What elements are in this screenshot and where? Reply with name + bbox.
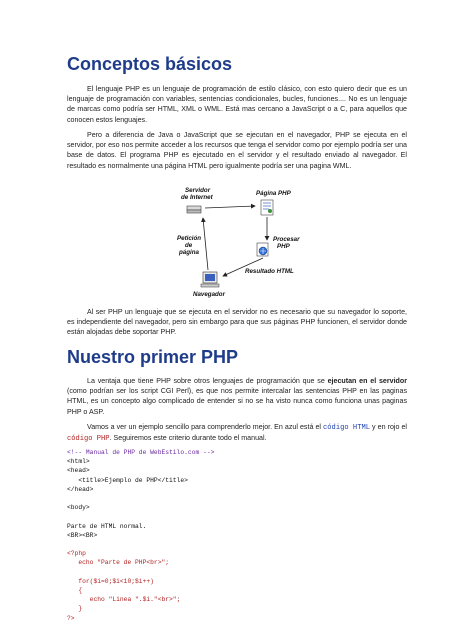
advantage-text-b: (como podrían ser los script CGI Perl), es que nos permite intercalar las sentencias PHP en las paginas HTML, es un concepto algo complicado de entender si no se ha visto nunca como funciona unas paginas PHP o ASP.	[67, 387, 407, 416]
code-block	[67, 448, 214, 623]
php-page-icon	[261, 200, 273, 215]
code-line: <body>	[67, 504, 90, 512]
example-text-a: Vamos a ver un ejemplo sencillo para comprenderlo mejor. En azul está el	[87, 423, 324, 431]
server-label-2: de Internet	[181, 194, 213, 201]
paragraph-browser: Al ser PHP un lenguaje que se ejecuta en el servidor no es necesario que su navegador lo soporte, es independiente del navegador, pero sin embargo para que sus páginas PHP funcionen, el servidor donde están alojadas debe soportar PHP.	[67, 308, 407, 337]
code-php-label: código PHP	[67, 435, 110, 444]
code-line: <?php	[67, 550, 86, 558]
example-text-b: y en rojo el	[369, 423, 408, 431]
request-label-2: de	[185, 242, 193, 249]
process-icon	[257, 243, 268, 256]
advantage-bold: ejecutan en el servidor	[327, 377, 407, 385]
result-label: Resultado HTML	[245, 268, 294, 275]
arrow-server-to-page	[205, 206, 255, 208]
request-label-3: página	[179, 249, 199, 256]
code-line: for($i=0;$i<10;$i++)	[67, 577, 154, 585]
paragraph-server: Pero a diferencia de Java o JavaScript que se ejecutan en el navegador, PHP se ejecuta en el servidor, por eso nos permite acceder a los recursos que tenga el servidor como por ejemplo podría ser una base de datos. El programa PHP es ejecutado en el servidor y el resultado enviado al navegador. El resultado es normalmente una página HTML pero igualmente podría ser una pagina WML.	[67, 131, 407, 170]
code-html-label: código HTML	[323, 424, 370, 432]
code-line: <head>	[67, 467, 90, 475]
server-label: Servidor	[185, 187, 211, 194]
code-line: echo "Linea ".$i."<br>";	[67, 596, 181, 604]
code-line: ?>	[67, 614, 75, 622]
code-line: </head>	[67, 485, 94, 493]
browser-label: Navegador	[193, 291, 225, 298]
section-title-conceptos: Conceptos básicos	[67, 54, 233, 74]
example-text-c: . Seguiremos este criterio durante todo el manual.	[109, 434, 267, 443]
code-line: Parte de HTML normal.	[67, 522, 147, 530]
paragraph-advantage	[67, 376, 407, 417]
advantage-text-a: La ventaja que tiene PHP sobre otros lenguajes de programación que se	[87, 377, 328, 385]
code-line: <BR><BR>	[67, 531, 98, 539]
server-icon	[187, 206, 201, 213]
browser-icon	[201, 272, 219, 287]
process-label: Procesar	[273, 236, 300, 243]
paragraph-example	[67, 422, 407, 444]
section-title-primer-php: Nuestro primer PHP	[67, 347, 239, 367]
php-flow-diagram	[163, 186, 323, 304]
page-label: Página PHP	[256, 190, 291, 197]
code-line: echo "Parte de PHP<br>";	[67, 559, 170, 567]
code-line: <title>Ejemplo de PHP</title>	[67, 476, 188, 484]
code-line: }	[67, 605, 83, 613]
paragraph-intro: El lenguaje PHP es un lenguaje de programación de estilo clásico, con esto quiero decir que es un lenguaje de programación con variables, sentencias condicionales, bucles, funciones.... No es un lenguaje de marcas como podría ser HTML, XML o WML. Está mas cercano a JavaScript o a C, para aquellos que conocen estos lenguajes.	[67, 85, 407, 124]
arrow-browser-to-server	[203, 218, 208, 270]
process-label-2: PHP	[277, 243, 290, 250]
request-label: Petición	[177, 235, 202, 242]
code-line: {	[67, 587, 83, 595]
code-line: <!-- Manual de PHP de WebEstilo.com -->	[67, 449, 215, 456]
code-line: <html>	[67, 458, 90, 466]
